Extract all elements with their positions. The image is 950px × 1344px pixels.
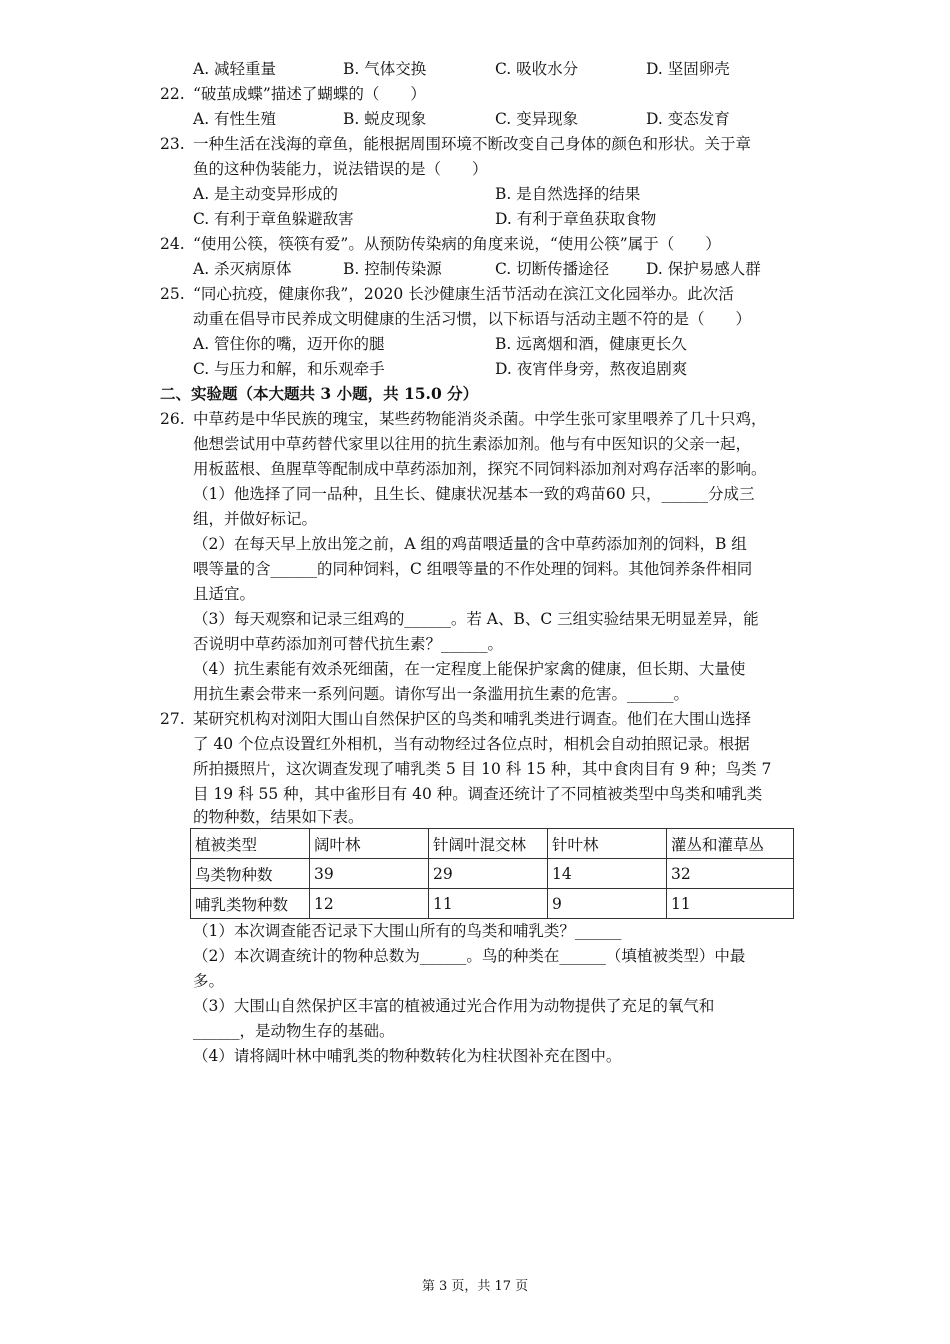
q26-line: 他想尝试用中草药替代家里以往用的抗生素添加剂。他与有中医知识的父亲一起， bbox=[193, 435, 752, 453]
table-cell: 14 bbox=[548, 859, 667, 889]
q26-number: 26. bbox=[160, 410, 185, 428]
q27-subquestion: （4）请将阔叶林中哺乳类的物种数转化为柱状图补充在图中。 bbox=[193, 1047, 622, 1065]
q22-stem: “破茧成蝶”描述了蝴蝶的（ ） bbox=[193, 85, 426, 103]
q25-option-d: D. 夜宵伴身旁，熬夜追剧爽 bbox=[495, 360, 688, 378]
q21-option-b: B. 气体交换 bbox=[343, 60, 427, 78]
q23-option-d: D. 有利于章鱼获取食物 bbox=[495, 210, 657, 228]
q23-option-b: B. 是自然选择的结果 bbox=[495, 185, 641, 203]
table-cell: 灌丛和灌草丛 bbox=[667, 829, 794, 859]
q24-option-a: A. 杀灭病原体 bbox=[193, 260, 292, 278]
table-cell: 哺乳类物种数 bbox=[191, 889, 310, 919]
q27-subquestion: 多。 bbox=[193, 972, 225, 990]
q24-number: 24. bbox=[160, 235, 185, 253]
q26-line: （4）抗生素能有效杀死细菌，在一定程度上能保护家禽的健康，但长期、大量使 bbox=[193, 660, 746, 678]
section-heading: 二、实验题（本大题共 3 小题，共 15.0 分） bbox=[160, 384, 479, 403]
q26-line: 否说明中草药添加剂可替代抗生素？______。 bbox=[193, 635, 504, 653]
q22-number: 22. bbox=[160, 85, 185, 103]
q27-subquestion: （3）大围山自然保护区丰富的植被通过光合作用为动物提供了充足的氧气和 bbox=[193, 997, 715, 1015]
table-cell: 12 bbox=[310, 889, 429, 919]
q21-option-a: A. 减轻重量 bbox=[193, 60, 277, 78]
q22-option-c: C. 变异现象 bbox=[495, 110, 579, 128]
table-row bbox=[191, 859, 794, 889]
q25-stem-line: “同心抗疫，健康你我”，2020 长沙健康生活节活动在滨江文化园举办。此次活 bbox=[193, 285, 734, 303]
q24-stem: “使用公筷，筷筷有爱”。从预防传染病的角度来说，“使用公筷”属于（ ） bbox=[193, 235, 721, 253]
q25-stem-line: 动重在倡导市民养成文明健康的生活习惯，以下标语与活动主题不符的是（ ） bbox=[193, 310, 752, 328]
q24-option-b: B. 控制传染源 bbox=[343, 260, 442, 278]
page-footer: 第 3 页，共 17 页 bbox=[421, 1279, 529, 1294]
q22-option-b: B. 蜕皮现象 bbox=[343, 110, 427, 128]
q25-option-b: B. 远离烟和酒，健康更长久 bbox=[495, 335, 687, 353]
table-cell: 39 bbox=[310, 859, 429, 889]
q27-subquestion: （1）本次调查能否记录下大围山所有的鸟类和哺乳类？______ bbox=[193, 922, 622, 940]
table-cell: 29 bbox=[429, 859, 548, 889]
q22-option-d: D. 变态发育 bbox=[646, 110, 730, 128]
q23-stem-line: 一种生活在浅海的章鱼，能根据周围环境不断改变自己身体的颜色和形状。关于章 bbox=[193, 135, 752, 153]
table-cell: 针叶林 bbox=[548, 829, 667, 859]
q23-option-c: C. 有利于章鱼躲避敌害 bbox=[193, 210, 354, 228]
table-header-row bbox=[191, 829, 794, 859]
q26-line: 中草药是中华民族的瑰宝，某些药物能消炎杀菌。中学生张可家里喂养了几十只鸡， bbox=[193, 410, 767, 428]
q24-option-d: D. 保护易感人群 bbox=[646, 260, 761, 278]
q25-number: 25. bbox=[160, 285, 185, 303]
q27-subquestion: （2）本次调查统计的物种总数为______。鸟的种类在______（填植被类型）中最 bbox=[193, 947, 746, 965]
q27-line: 的物种数，结果如下表。 bbox=[193, 808, 364, 826]
table-cell: 植被类型 bbox=[191, 829, 310, 859]
vegetation-species-table bbox=[190, 828, 794, 919]
table-cell: 11 bbox=[667, 889, 794, 919]
q27-subquestion: ______，是动物生存的基础。 bbox=[193, 1022, 395, 1040]
table-cell: 阔叶林 bbox=[310, 829, 429, 859]
q27-number: 27. bbox=[160, 710, 185, 728]
q26-line: 用板蓝根、鱼腥草等配制成中草药添加剂，探究不同饲料添加剂对鸡存活率的影响。 bbox=[193, 460, 767, 478]
table-cell: 鸟类物种数 bbox=[191, 859, 310, 889]
q26-line: （3）每天观察和记录三组鸡的______。若 A、B、C 三组实验结果无明显差异，能 bbox=[193, 610, 759, 628]
q26-line: 组，并做好标记。 bbox=[193, 510, 318, 528]
q27-line: 目 19 科 55 种，其中雀形目有 40 种。调查还统计了不同植被类型中鸟类和哺乳类 bbox=[193, 785, 763, 803]
q26-line: （1）他选择了同一品种，且生长、健康状况基本一致的鸡苗60 只，______分成三 bbox=[193, 485, 755, 503]
q23-option-a: A. 是主动变异形成的 bbox=[193, 185, 339, 203]
table-cell: 针阔叶混交林 bbox=[429, 829, 548, 859]
q23-stem-line: 鱼的这种伪装能力，说法错误的是（ ） bbox=[193, 160, 488, 178]
table-cell: 32 bbox=[667, 859, 794, 889]
q26-line: 且适宜。 bbox=[193, 585, 256, 603]
q26-line: 喂等量的含______的同种饲料，C 组喂等量的不作处理的饲料。其他饲养条件相同 bbox=[193, 560, 753, 578]
q27-line: 某研究机构对浏阳大围山自然保护区的鸟类和哺乳类进行调查。他们在大围山选择 bbox=[193, 710, 752, 728]
table-cell: 11 bbox=[429, 889, 548, 919]
q25-option-a: A. 管住你的嘴，迈开你的腿 bbox=[193, 335, 385, 353]
q21-option-d: D. 坚固卵壳 bbox=[646, 60, 730, 78]
q23-number: 23. bbox=[160, 135, 185, 153]
table-row bbox=[191, 889, 794, 919]
q22-option-a: A. 有性生殖 bbox=[193, 110, 277, 128]
q26-line: （2）在每天早上放出笼之前，A 组的鸡苗喂适量的含中草药添加剂的饲料，B 组 bbox=[193, 535, 747, 553]
q25-option-c: C. 与压力和解，和乐观牵手 bbox=[193, 360, 385, 378]
q21-option-c: C. 吸收水分 bbox=[495, 60, 579, 78]
q24-option-c: C. 切断传播途径 bbox=[495, 260, 610, 278]
q27-line: 所拍摄照片，这次调查发现了哺乳类 5 目 10 科 15 种，其中食肉目有 9 种；鸟类 7 bbox=[193, 760, 772, 778]
q26-line: 用抗生素会带来一系列问题。请你写出一条滥用抗生素的危害。______。 bbox=[193, 685, 690, 703]
q27-line: 了 40 个位点设置红外相机，当有动物经过各位点时，相机会自动拍照记录。根据 bbox=[193, 735, 750, 753]
table-cell: 9 bbox=[548, 889, 667, 919]
